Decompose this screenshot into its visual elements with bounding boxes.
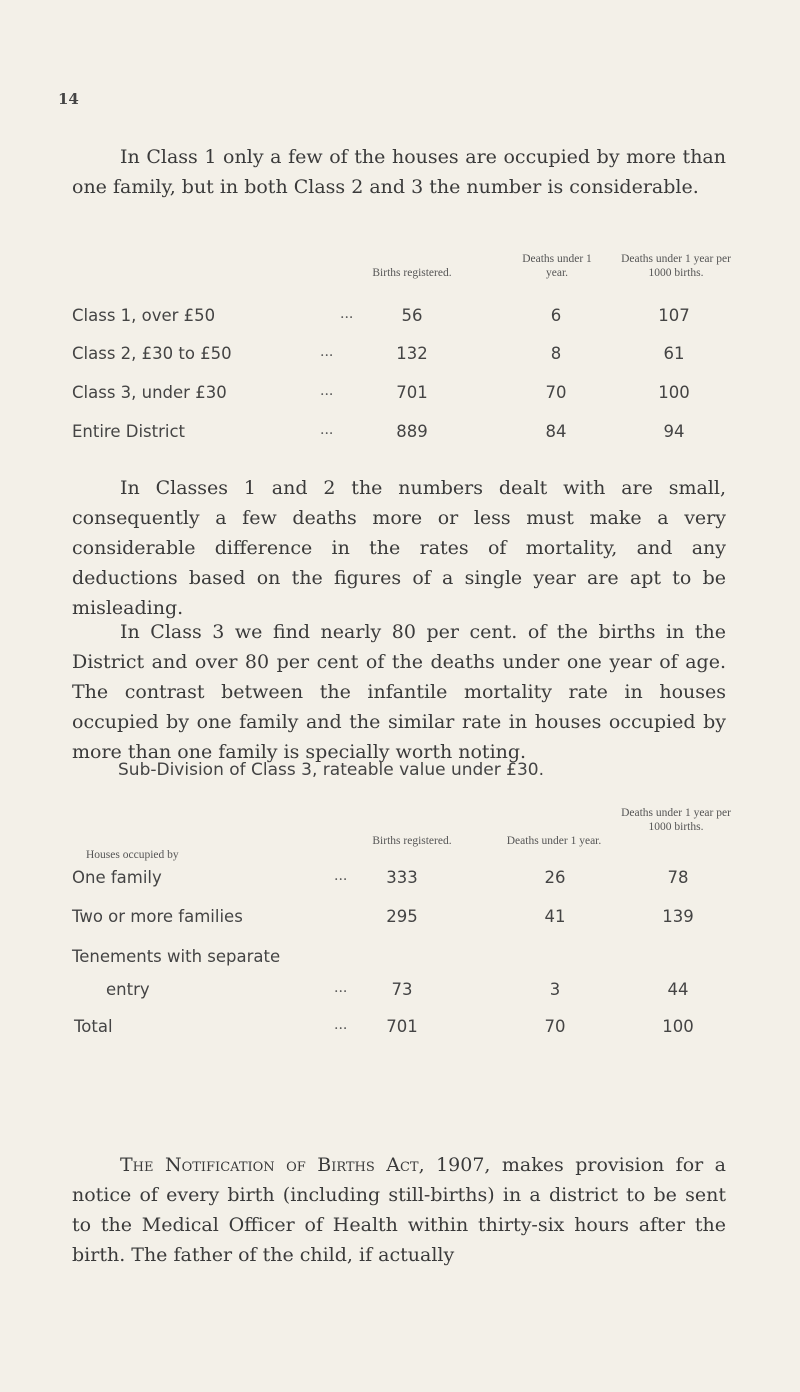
leader-dots: ... [334, 980, 348, 996]
row-label: Two or more families [72, 907, 243, 926]
paragraph-4 [72, 1150, 726, 1270]
row-label: Class 3, under £30 [72, 383, 227, 402]
rate-value: 78 [667, 868, 689, 887]
table-row [72, 947, 732, 975]
births-value: 295 [386, 907, 418, 926]
row-label: Class 1, over £50 [72, 306, 216, 325]
deaths-value: 70 [545, 383, 567, 402]
row-label: Entire District [72, 422, 186, 441]
leader-dots: ... [334, 868, 348, 884]
table-row [72, 383, 732, 411]
leader-dots: ... [340, 306, 354, 322]
rate-value: 100 [662, 1017, 694, 1036]
deaths-value: 41 [544, 907, 566, 926]
leader-dots: ... [320, 422, 334, 438]
col-header-births [362, 252, 462, 280]
row-label: entry [106, 980, 150, 999]
col-header-births-text: Births registered. [372, 267, 452, 279]
col-header-deaths: Deaths under 1 year. [522, 253, 592, 279]
col-header-houses: Houses occupied by [86, 849, 179, 861]
rate-value: 61 [663, 344, 685, 363]
deaths-value: 8 [550, 344, 562, 363]
births-value: 333 [386, 868, 418, 887]
paragraph-3: In Class 3 we find nearly 80 per cent. of the births in the District and over 80 per cent of the deaths under one year of age. The contrast between the infantile mortality rate in houses occupied by one family and the similar rate in houses occupied by more than one family is specially worth noting. [72, 621, 726, 763]
rate-value: 107 [658, 306, 690, 325]
rate-value: 44 [667, 980, 689, 999]
rate-value: 139 [662, 907, 694, 926]
act-title: The Notification of Births Act, [120, 1154, 425, 1176]
rate-value: 94 [663, 422, 685, 441]
deaths-value: 26 [544, 868, 566, 887]
page-number: 14 [58, 90, 79, 108]
deaths-value: 3 [549, 980, 561, 999]
deaths-value: 84 [545, 422, 567, 441]
row-label: Class 2, £30 to £50 [72, 344, 232, 363]
table-row [72, 907, 732, 935]
col-header-deaths: Deaths under 1 year. [506, 835, 602, 847]
col-header-rate: Deaths under 1 year per 1000 births. [621, 253, 731, 279]
paragraph-1: In Class 1 only a few of the houses are occupied by more than one family, but in both Class 2 and 3 the number is considerable. [72, 146, 726, 198]
births-value: 56 [401, 306, 423, 325]
row-label: Tenements with separate [72, 947, 281, 966]
leader-dots: ... [320, 383, 334, 399]
table-row [72, 1017, 732, 1045]
table-row [72, 980, 732, 1008]
table-row [72, 306, 732, 334]
col-header-births-text: Births registered. [372, 835, 452, 847]
births-value: 701 [386, 1017, 418, 1036]
row-label: One family [72, 868, 162, 887]
rate-value: 100 [658, 383, 690, 402]
births-value: 701 [396, 383, 428, 402]
deaths-value: 6 [550, 306, 562, 325]
row-label: Total [74, 1017, 113, 1036]
table-row [72, 868, 732, 896]
births-value: 132 [396, 344, 428, 363]
table-row [72, 344, 732, 372]
deaths-value: 70 [544, 1017, 566, 1036]
paragraph-4-text: 1907, makes provision for a notice of every birth (including still-births) in a district to be sent to the Medical Officer of Health within thirty-six hours after the birth. The father of the child, if actually [72, 1154, 726, 1266]
table-caption: Sub-Division of Class 3, rateable value under £30. [118, 760, 544, 780]
births-value: 889 [396, 422, 428, 441]
leader-dots: ... [334, 1017, 348, 1033]
col-header-rate: Deaths under 1 year per 1000 births. [621, 807, 731, 833]
table-row [72, 422, 732, 450]
col-header-births [362, 820, 462, 848]
births-value: 73 [391, 980, 413, 999]
paragraph-2: In Classes 1 and 2 the numbers dealt with are small, consequently a few deaths more or less must make a very considerable difference in the rates of mortality, and any deductions based on the figures of a single year are apt to be misleading. [72, 477, 726, 619]
leader-dots: ... [320, 344, 334, 360]
